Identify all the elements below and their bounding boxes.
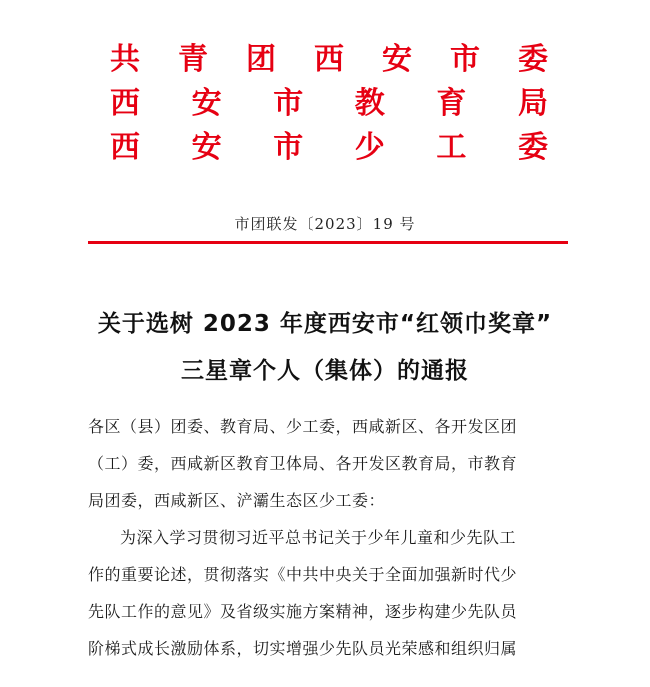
paragraph-line-1: 为深入学习贯彻习近平总书记关于少年儿童和少先队工 (120, 528, 517, 547)
issuer-char: 西 (314, 42, 344, 77)
issuer-char: 局 (517, 86, 548, 121)
document-title-line-1: 关于选树 2023 年度西安市“红领巾奖章” (97, 311, 553, 337)
addressee-line-3: 局团委，西咸新区、浐灞生态区少工委： (88, 491, 386, 510)
issuer-char: 少 (354, 130, 385, 165)
issuer-char: 市 (450, 42, 480, 77)
issuer-char: 安 (191, 86, 222, 121)
issuer-char: 西 (110, 86, 140, 121)
paragraph-line-3: 先队工作的意见》及省级实施方案精神，逐步构建少先队员 (88, 602, 518, 621)
issuer-education-bureau (110, 82, 548, 126)
issuer-char: 共 (110, 42, 140, 77)
document-number: 市团联发〔2023〕19 号 (234, 215, 416, 233)
issuing-authorities (110, 38, 548, 170)
issuer-char: 青 (178, 42, 208, 77)
issuer-young-pioneers-committee (110, 126, 548, 170)
issuer-char: 委 (518, 42, 548, 77)
issuer-char: 市 (273, 86, 304, 121)
addressee-line-1: 各区（县）团委、教育局、少工委，西咸新区、各开发区团 (88, 417, 518, 436)
red-divider-line (88, 241, 568, 244)
issuer-char: 安 (382, 42, 412, 77)
paragraph-line-2: 作的重要论述，贯彻落实《中共中央关于全面加强新时代少 (88, 565, 518, 584)
issuer-char: 西 (110, 130, 140, 165)
addressee-line-2: （工）委，西咸新区教育卫体局、各开发区教育局，市教育 (88, 454, 518, 473)
issuer-char: 育 (436, 86, 467, 121)
issuer-char: 安 (191, 130, 222, 165)
issuer-char: 市 (273, 130, 304, 165)
issuer-char: 团 (246, 42, 276, 77)
issuer-youth-league (110, 38, 548, 82)
issuer-char: 委 (517, 130, 548, 165)
issuer-char: 工 (436, 130, 467, 165)
paragraph-line-4: 阶梯式成长激励体系，切实增强少先队员光荣感和组织归属 (88, 639, 518, 658)
issuer-char: 教 (354, 86, 385, 121)
document-title-line-2: 三星章个人（集体）的通报 (181, 358, 469, 384)
